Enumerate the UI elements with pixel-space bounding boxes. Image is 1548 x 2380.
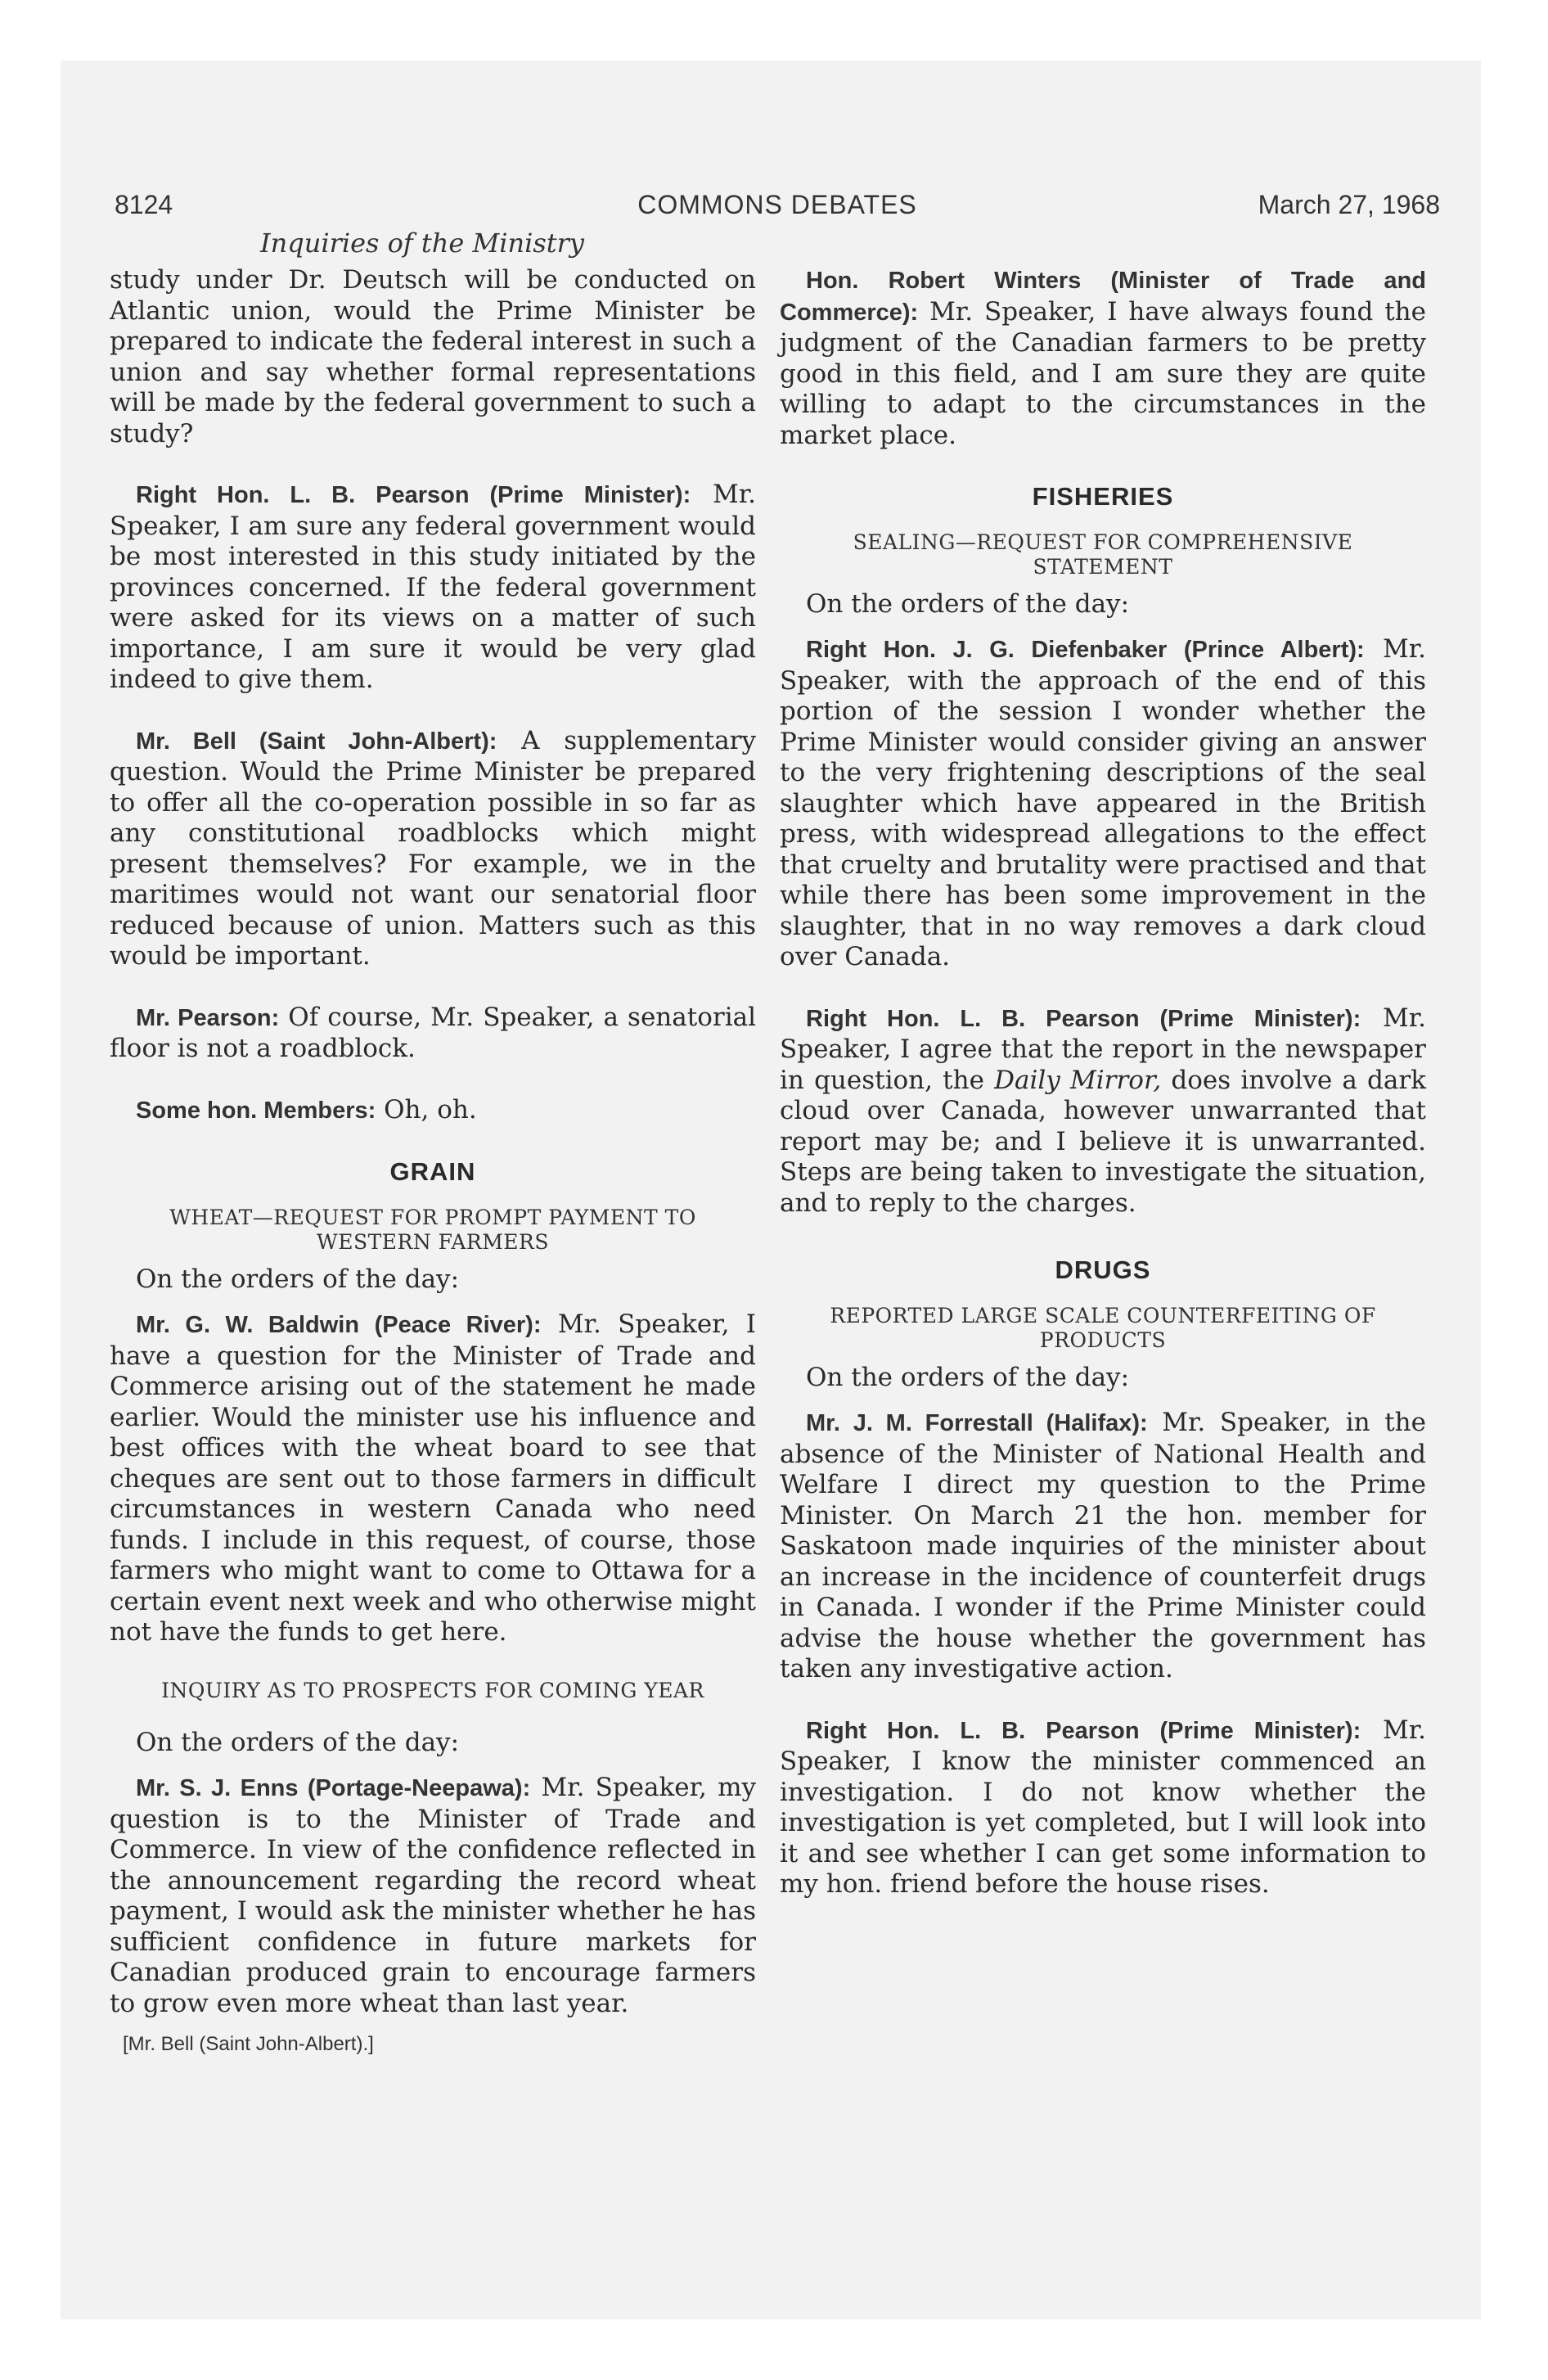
speaker-name: Right Hon. L. B. Pearson (Prime Minister): <box>806 1717 1361 1744</box>
speech-text: Mr. Speaker, I have always found the judgment of the Canadian farmers to be pretty good in this field, and I am sure they are quite willing to adapt to the circumstances in the market place. <box>780 296 1426 450</box>
speaker-name: Mr. Bell (Saint John-Albert): <box>136 728 497 755</box>
section-subheading: REPORTED LARGE SCALE COUNTERFEITING OF PRODUCTS <box>830 1303 1376 1352</box>
running-head: Inquiries of the Ministry <box>260 228 584 259</box>
speech-text: Mr. Speaker, with the approach of the end of this portion of the session I wonder whether the Prime Minister would consider giving an answer to the very frightening descriptions of the seal slaughter which have appeared in the British press, with widespread allegations to the effect that cruelty and brutality were practised and that while there has been some improvement in the slaughter, that in no way removes a dark cloud over Canada. <box>780 634 1426 971</box>
orders-of-the-day: On the orders of the day: <box>136 1727 460 1757</box>
page-footer-attribution: [Mr. Bell (Saint John-Albert).] <box>123 2033 374 2055</box>
speaker-name: Right Hon. L. B. Pearson (Prime Minister): <box>136 482 691 508</box>
speech-text: Of course, Mr. Speaker, a senatorial floor is not a roadblock. <box>110 1002 757 1063</box>
speaker-name: Right Hon. J. G. Diefenbaker (Prince Albert): <box>806 637 1365 663</box>
speech-text: does involve a dark cloud over Canada, however unwarranted that report may be; and I believe it is unwarranted. Steps are being taken to investigate the situation, and to reply to the charges. <box>780 1065 1426 1218</box>
speech <box>110 480 756 696</box>
page-number: 8124 <box>115 190 173 219</box>
speech-text: Mr. Speaker, my question is to the Minister of Trade and Commerce. In view of the confidence reflected in the announcement regarding the record wheat payment, I would ask the minister whether he has sufficient confidence in future markets for Canadian produced grain to encourage farmers to grow even more wheat than last year. <box>110 1773 756 2018</box>
speech <box>110 1095 756 1127</box>
left-column <box>110 265 756 2060</box>
speaker-name: Hon. Robert Winters (Minister of Trade and Commerce): <box>780 268 1426 326</box>
section-heading: FISHERIES <box>1032 482 1174 511</box>
publication-title: COMMONS DEBATES <box>637 190 917 219</box>
orders-of-the-day: On the orders of the day: <box>806 1362 1130 1392</box>
speaker-name: Mr. J. M. Forrestall (Halifax): <box>806 1410 1148 1436</box>
right-column <box>780 265 1426 1931</box>
speaker-name: Mr. G. W. Baldwin (Peace River): <box>136 1312 542 1338</box>
speech-text: A supplementary question. Would the Prime Minister be prepared to offer all the co-operation possible in so far as any constitutional roadblocks which might present themselves? For example, we in the maritimes would not want our senatorial floor reduced because of union. Matters such as this would be important. <box>110 725 757 971</box>
speech-text: Mr. Speaker, I have a question for the Minister of Trade and Commerce arising out of the statement he made earlier. Would the minister use his influence and best offices with the wheat board to see that cheques are sent out to those farmers in difficult circumstances in western Canada who need funds. I include in this request, of course, those farmers who might want to come to Ottawa for a certain event next week and who otherwise might not have the funds to get here. <box>110 1309 757 1647</box>
speech <box>780 1715 1426 1900</box>
speech <box>110 1003 756 1065</box>
speaker-name: Right Hon. L. B. Pearson (Prime Minister): <box>806 1005 1361 1032</box>
section-heading: GRAIN <box>389 1157 476 1186</box>
issue-date: March 27, 1968 <box>1258 190 1440 219</box>
speaker-name: Mr. Pearson: <box>136 1004 280 1031</box>
speaker-name: Some hon. Members: <box>136 1097 376 1124</box>
section-subheading: WHEAT—REQUEST FOR PROMPT PAYMENT TO WESTERN FARMERS <box>169 1205 696 1254</box>
speech-text: Mr. Speaker, in the absence of the Minister of National Health and Welfare I direct my question to the Prime Minister. On March 21 the hon. member for Saskatoon made inquiries of the minister about an increase in the incidence of counterfeit drugs in Canada. I wonder if the Prime Minister could advise the house whether the government has taken any investigative action. <box>780 1408 1426 1684</box>
page-header <box>115 190 1440 228</box>
paragraph: study under Dr. Deutsch will be conducted on Atlantic union, would the Prime Minister be prepared to indicate the federal interest in such a union and say whether formal representations will be made by the federal government to such a study? <box>110 265 756 449</box>
speech-text: Mr. Speaker, I know the minister commenced an investigation. I do not know whether the investigation is yet completed, but I will look into it and see whether I can get some information to my hon. friend before the house rises. <box>780 1715 1426 1899</box>
speech-text: Mr. Speaker, I agree that the report in the newspaper in question, the <box>780 1003 1426 1095</box>
section-heading: DRUGS <box>1055 1255 1151 1284</box>
speech <box>780 1408 1426 1685</box>
speech-text: Oh, oh. <box>376 1094 477 1125</box>
speech <box>110 1773 756 2019</box>
speech <box>110 1309 756 1648</box>
section-subheading: INQUIRY AS TO PROSPECTS FOR COMING YEAR <box>161 1678 704 1702</box>
newspaper-title: Daily Mirror, <box>994 1065 1162 1095</box>
speaker-name: Mr. S. J. Enns (Portage-Neepawa): <box>136 1775 531 1801</box>
orders-of-the-day: On the orders of the day: <box>136 1264 460 1294</box>
speech <box>110 726 756 972</box>
section-subheading: SEALING—REQUEST FOR COMPREHENSIVE STATEMENT <box>853 530 1353 579</box>
speech <box>780 265 1426 451</box>
orders-of-the-day: On the orders of the day: <box>806 588 1130 619</box>
speech <box>780 634 1426 973</box>
speech <box>780 1003 1426 1219</box>
speech-text: Mr. Speaker, I am sure any federal government would be most interested in this study initiated by the provinces concerned. If the federal government were asked for its views on a matter of such importance, I am sure it would be very glad indeed to give them. <box>110 480 756 694</box>
